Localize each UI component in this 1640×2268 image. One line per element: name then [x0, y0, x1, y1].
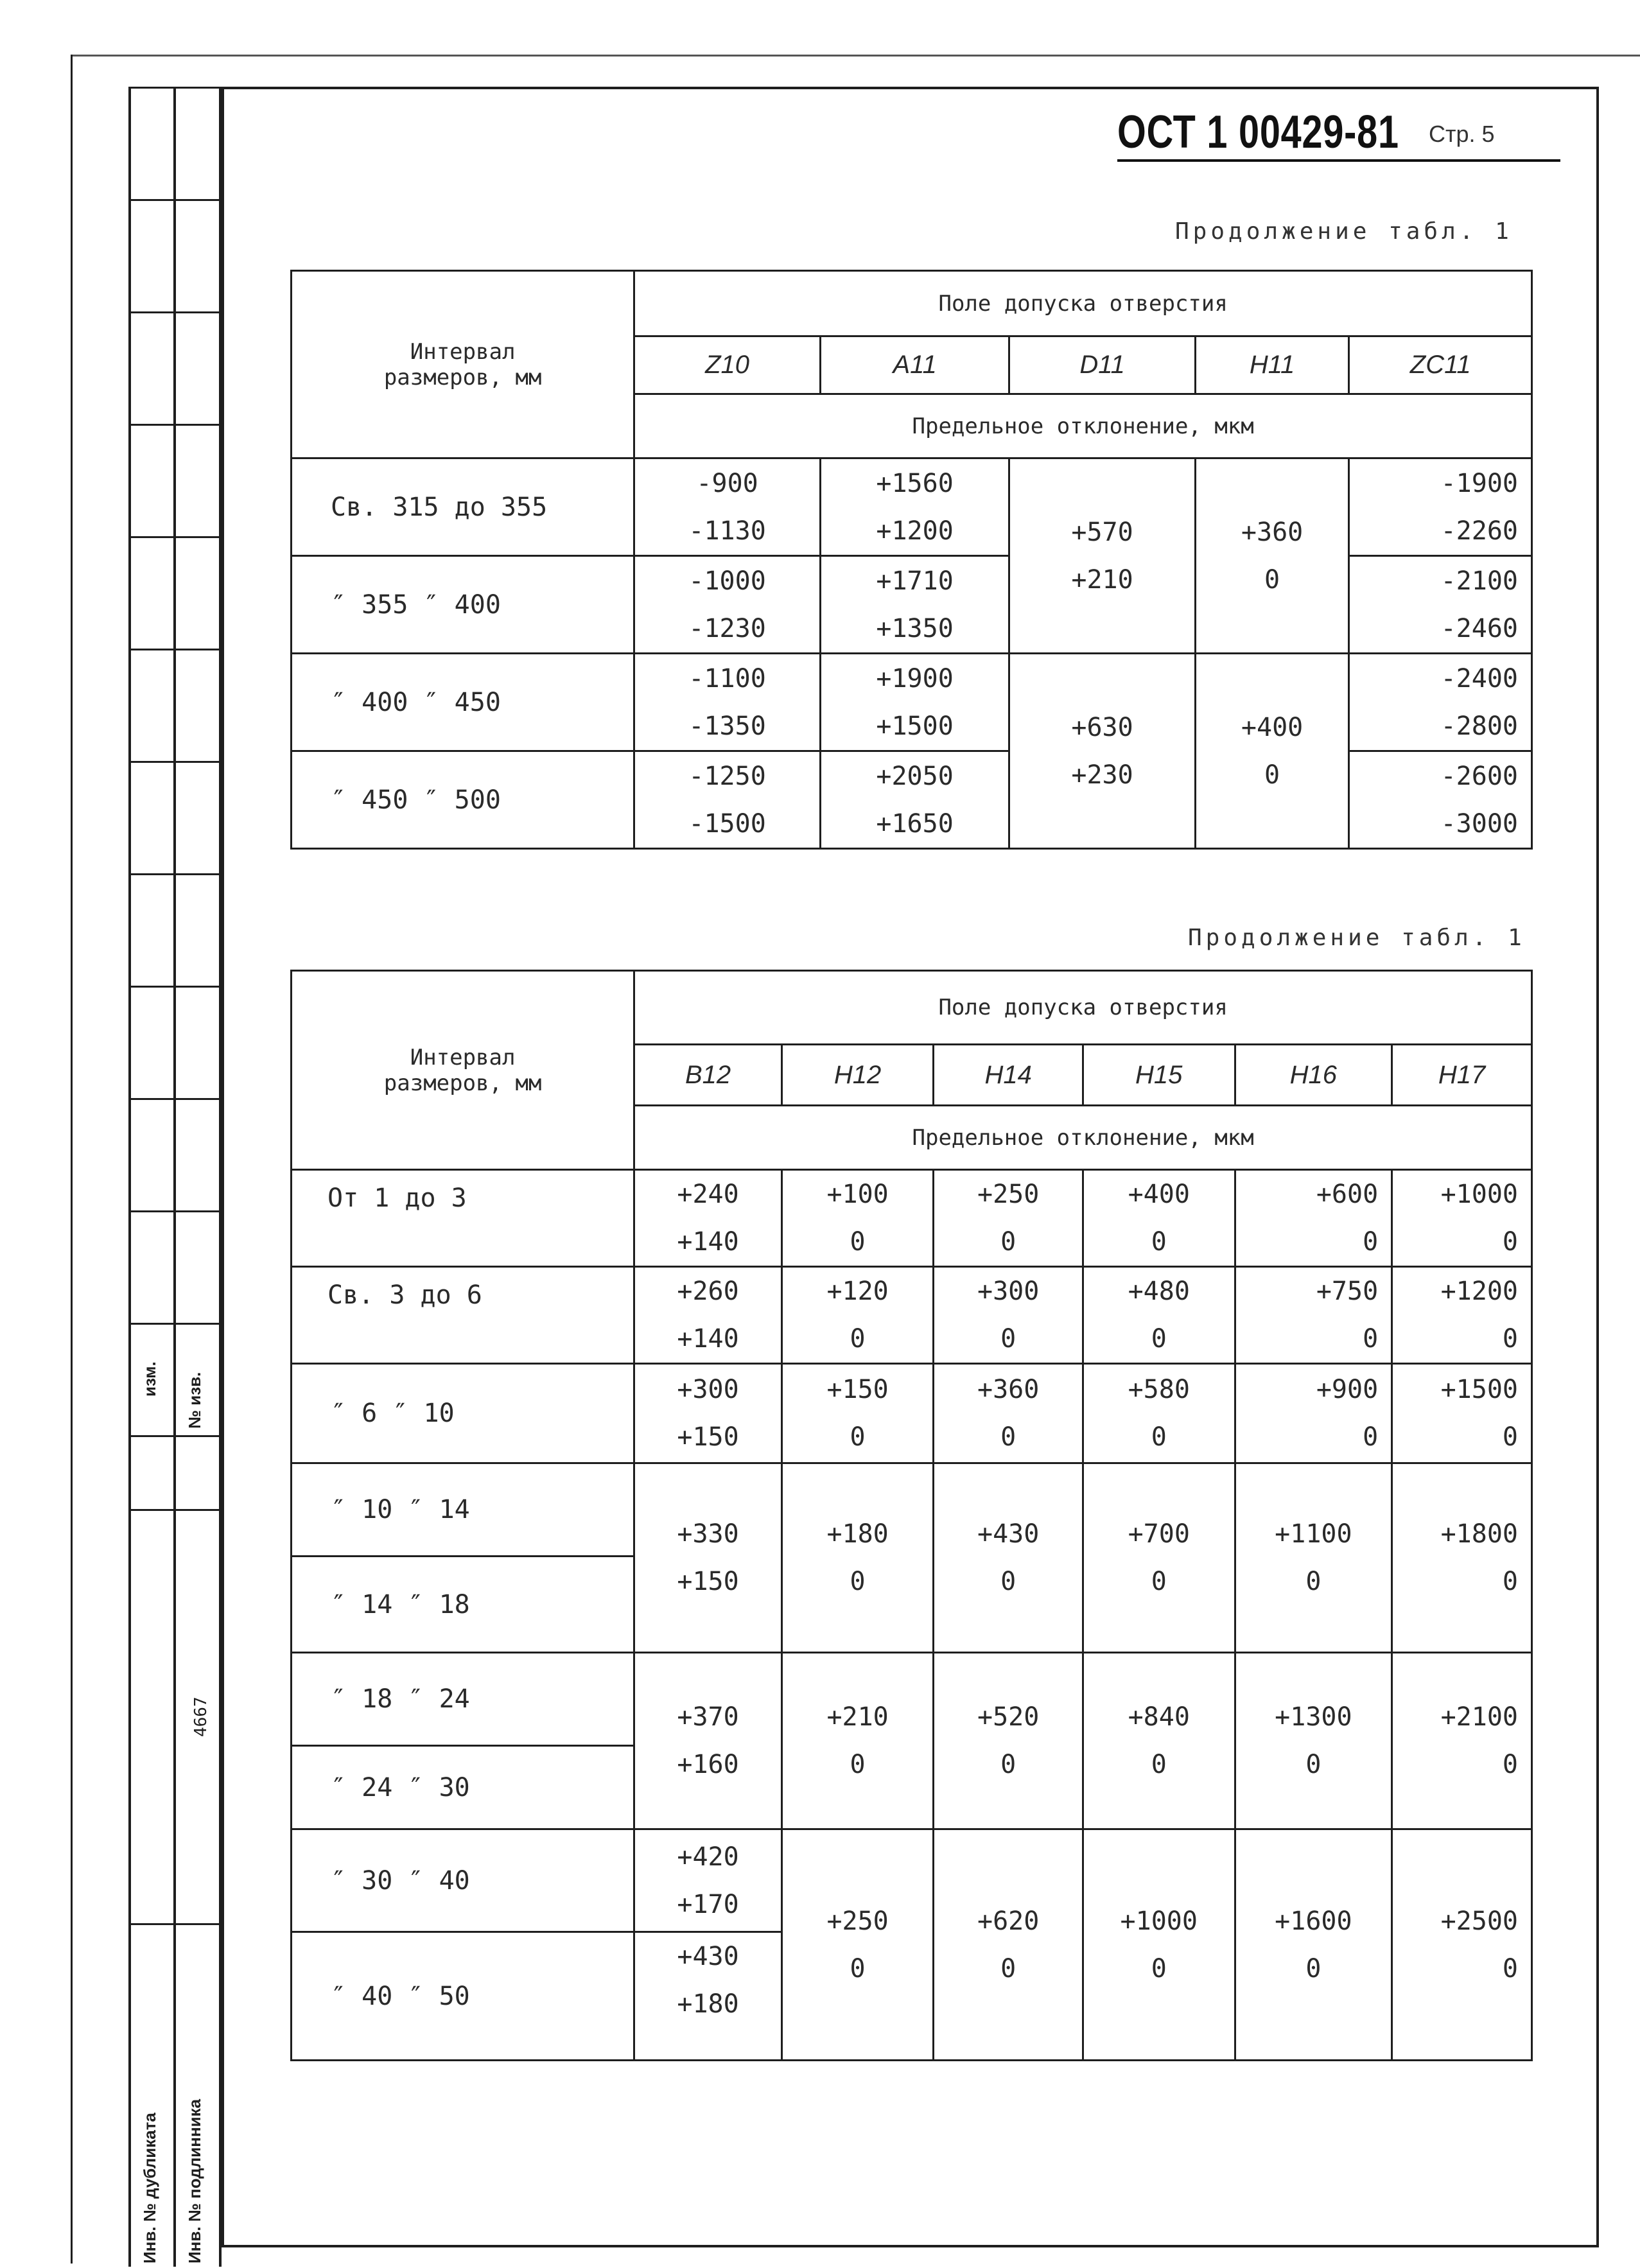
upper-value: +580 — [1128, 1375, 1190, 1404]
upper-value: +1710 — [876, 566, 954, 596]
stamp-row-line — [128, 1210, 222, 1212]
lower-value: 0 — [1363, 1324, 1379, 1354]
value-cell — [781, 1267, 934, 1364]
upper-value: +900 — [1316, 1375, 1379, 1404]
page-left-rule — [71, 55, 73, 2264]
merged-value-cell — [781, 1653, 934, 1829]
interval-cell: ″ 450 ″ 500 — [292, 751, 634, 849]
lower-value: -1350 — [688, 711, 766, 741]
lower-value: -2800 — [1440, 711, 1518, 741]
stamp-row-line — [128, 986, 222, 988]
table2-deviation-header: Предельное отклонение, мкм — [634, 1106, 1532, 1170]
lower-value: +140 — [677, 1227, 739, 1257]
stamp-col-line — [128, 87, 131, 2267]
stamp-row-line — [128, 873, 222, 875]
lower-value: 0 — [1151, 1750, 1167, 1779]
value-cell — [781, 1170, 934, 1267]
value-cell — [1349, 654, 1532, 751]
upper-value: +1300 — [1275, 1702, 1352, 1732]
lower-value: +160 — [677, 1750, 739, 1779]
upper-value: +250 — [826, 1906, 889, 1936]
lower-value: 0 — [1305, 1567, 1322, 1596]
merged-value-cell — [1392, 1829, 1532, 2061]
lower-value: 0 — [1305, 1750, 1322, 1779]
upper-value: +370 — [677, 1702, 739, 1732]
merged-value-cell — [1009, 458, 1195, 654]
table2-field-header: Поле допуска отверстия — [634, 971, 1532, 1045]
merged-value-cell — [1392, 1463, 1532, 1653]
interval-cell: Св. 315 до 355 — [292, 458, 634, 556]
merged-value-cell — [934, 1829, 1083, 2061]
lower-value: -2260 — [1440, 516, 1518, 546]
table-row — [292, 1463, 1532, 1557]
upper-value: +430 — [677, 1942, 739, 1971]
grade-h11: H11 — [1195, 336, 1349, 394]
table-row — [292, 1170, 1532, 1267]
value-cell — [634, 1267, 782, 1364]
table2-interval-header-text: Интервал размеров, мм — [383, 1044, 542, 1096]
upper-value: +400 — [1128, 1180, 1190, 1209]
value-cell — [634, 556, 821, 654]
value-cell — [1235, 1170, 1392, 1267]
table1-interval-header — [292, 271, 634, 458]
lower-value: 0 — [1363, 1422, 1379, 1452]
value-cell — [781, 1364, 934, 1463]
grade-b12: B12 — [634, 1045, 782, 1106]
upper-value: +330 — [677, 1519, 739, 1549]
upper-value: +480 — [1128, 1277, 1190, 1306]
lower-value: 0 — [850, 1750, 866, 1779]
value-cell — [634, 1932, 782, 2061]
interval-cell: ″ 6 ″ 10 — [292, 1364, 634, 1463]
interval-cell: ″ 24 ″ 30 — [292, 1746, 634, 1829]
lower-value: 0 — [1502, 1750, 1518, 1779]
upper-value: +2100 — [1440, 1702, 1518, 1732]
interval-cell: ″ 10 ″ 14 — [292, 1463, 634, 1557]
lower-value: +210 — [1071, 564, 1133, 595]
table1-interval-header-text: Интервал размеров, мм — [383, 338, 542, 390]
interval-cell: ″ 400 ″ 450 — [292, 654, 634, 751]
merged-value-cell — [934, 1463, 1083, 1653]
merged-value-cell — [781, 1829, 934, 2061]
lower-value: 0 — [850, 1567, 866, 1596]
merged-value-cell — [1009, 654, 1195, 849]
upper-value: +260 — [677, 1277, 739, 1306]
value-cell — [820, 654, 1009, 751]
grade-h15: H15 — [1083, 1045, 1235, 1106]
lower-value: 0 — [1000, 1227, 1016, 1257]
interval-cell: ″ 18 ″ 24 — [292, 1653, 634, 1746]
lower-value: 0 — [1305, 1953, 1322, 1984]
table-row — [292, 1364, 1532, 1463]
lower-value: 0 — [850, 1324, 866, 1354]
stamp-change-no-label: № изв. — [185, 1372, 204, 1429]
grade-h16: H16 — [1235, 1045, 1392, 1106]
upper-value: +2500 — [1440, 1906, 1518, 1936]
merged-value-cell — [934, 1653, 1083, 1829]
value-cell — [934, 1170, 1083, 1267]
value-cell — [1349, 751, 1532, 849]
upper-value: +1900 — [876, 663, 954, 693]
stamp-change-label: изм. — [140, 1361, 159, 1397]
lower-value: 0 — [1502, 1324, 1518, 1354]
stamp-row-line — [128, 199, 222, 201]
merged-value-cell — [634, 1653, 782, 1829]
upper-value: +520 — [977, 1702, 1040, 1732]
table-row — [292, 1653, 1532, 1746]
upper-value: +700 — [1128, 1519, 1190, 1549]
page-number: Стр. 5 — [1429, 121, 1495, 147]
table1-field-header: Поле допуска отверстия — [634, 271, 1532, 336]
value-cell — [634, 1364, 782, 1463]
interval-cell: ″ 355 ″ 400 — [292, 556, 634, 654]
merged-value-cell — [634, 1463, 782, 1653]
lower-value: 0 — [1000, 1953, 1016, 1984]
table1-continuation-label: Продолжение табл. 1 — [1175, 218, 1513, 245]
grade-zc11: ZC11 — [1349, 336, 1532, 394]
value-cell — [1235, 1267, 1392, 1364]
upper-value: +250 — [977, 1180, 1040, 1209]
lower-value: +150 — [677, 1567, 739, 1596]
table2-interval-header — [292, 971, 634, 1170]
upper-value: +360 — [1241, 517, 1304, 547]
interval-cell: От 1 до 3 — [292, 1170, 634, 1267]
value-cell — [820, 458, 1009, 556]
table-row — [292, 1829, 1532, 1932]
lower-value: -1500 — [688, 808, 766, 839]
merged-value-cell — [1195, 458, 1349, 654]
upper-value: +1000 — [1440, 1180, 1518, 1209]
interval-cell: ″ 30 ″ 40 — [292, 1829, 634, 1932]
stamp-row-line — [128, 536, 222, 538]
lower-value: +230 — [1071, 760, 1133, 790]
interval-cell: ″ 14 ″ 18 — [292, 1557, 634, 1653]
upper-value: +400 — [1241, 712, 1304, 742]
upper-value: -1100 — [688, 663, 766, 693]
merged-value-cell — [1083, 1829, 1235, 2061]
lower-value: 0 — [1502, 1227, 1518, 1257]
stamp-row-line — [128, 1923, 222, 1925]
value-cell — [634, 1829, 782, 1932]
table2 — [290, 970, 1533, 2061]
lower-value: -2460 — [1440, 613, 1518, 643]
grade-z10: Z10 — [634, 336, 821, 394]
value-cell — [1083, 1170, 1235, 1267]
value-cell — [634, 1170, 782, 1267]
upper-value: -1900 — [1440, 468, 1518, 498]
merged-value-cell — [1235, 1653, 1392, 1829]
upper-value: +1800 — [1440, 1519, 1518, 1549]
grade-d11: D11 — [1009, 336, 1195, 394]
lower-value: +1350 — [876, 613, 954, 643]
lower-value: 0 — [1502, 1953, 1518, 1984]
lower-value: +1650 — [876, 808, 954, 839]
grade-h14: H14 — [934, 1045, 1083, 1106]
table-row — [292, 458, 1532, 556]
upper-value: +430 — [977, 1519, 1040, 1549]
code-underline — [1117, 159, 1560, 162]
lower-value: 0 — [850, 1953, 866, 1984]
lower-value: 0 — [1264, 760, 1280, 790]
upper-value: +630 — [1071, 712, 1133, 742]
merged-value-cell — [1083, 1653, 1235, 1829]
stamp-row-line — [128, 311, 222, 313]
upper-value: +1560 — [876, 468, 954, 498]
upper-value: +600 — [1316, 1180, 1379, 1209]
upper-value: +840 — [1128, 1702, 1190, 1732]
value-cell — [1349, 556, 1532, 654]
upper-value: +300 — [977, 1277, 1040, 1306]
lower-value: 0 — [850, 1422, 866, 1452]
stamp-row-line — [128, 1098, 222, 1100]
upper-value: -1000 — [688, 566, 766, 596]
lower-value: 0 — [1000, 1324, 1016, 1354]
stamp-row-line — [128, 87, 222, 89]
upper-value: +1000 — [1120, 1906, 1198, 1936]
grade-a11: A11 — [820, 336, 1009, 394]
upper-value: +1600 — [1275, 1906, 1352, 1936]
lower-value: 0 — [1000, 1750, 1016, 1779]
value-cell — [634, 751, 821, 849]
lower-value: 0 — [1151, 1953, 1167, 1984]
stamp-row-line — [128, 1509, 222, 1511]
upper-value: +620 — [977, 1906, 1040, 1936]
upper-value: +1500 — [1440, 1375, 1518, 1404]
lower-value: +1200 — [876, 516, 954, 546]
lower-value: 0 — [1502, 1422, 1518, 1452]
lower-value: 0 — [1000, 1422, 1016, 1452]
page-top-rule — [71, 55, 1640, 57]
stamp-row-line — [128, 424, 222, 426]
value-cell — [820, 751, 1009, 849]
stamp-number: 4667 — [191, 1697, 211, 1737]
upper-value: +1200 — [1440, 1277, 1518, 1306]
stamp-row-line — [128, 761, 222, 763]
upper-value: -900 — [696, 468, 758, 498]
upper-value: +240 — [677, 1180, 739, 1209]
merged-value-cell — [781, 1463, 934, 1653]
upper-value: +180 — [826, 1519, 889, 1549]
stamp-row-line — [128, 649, 222, 650]
upper-value: +360 — [977, 1375, 1040, 1404]
interval-cell: Св. 3 до 6 — [292, 1267, 634, 1364]
upper-value: +570 — [1071, 517, 1133, 547]
table1-deviation-header: Предельное отклонение, мкм — [634, 394, 1532, 458]
value-cell — [1235, 1364, 1392, 1463]
lower-value: 0 — [1151, 1567, 1167, 1596]
lower-value: 0 — [1363, 1227, 1379, 1257]
value-cell — [820, 556, 1009, 654]
stamp-orig-label: Инв. № подлинника — [185, 2098, 204, 2264]
lower-value: 0 — [1151, 1227, 1167, 1257]
grade-h12: H12 — [781, 1045, 934, 1106]
upper-value: +420 — [677, 1842, 739, 1872]
upper-value: +750 — [1316, 1277, 1379, 1306]
upper-value: -2400 — [1440, 663, 1518, 693]
document-code: ОСТ 1 00429-81 — [1117, 107, 1399, 158]
table-row — [292, 654, 1532, 751]
value-cell — [1083, 1267, 1235, 1364]
upper-value: +2050 — [876, 761, 954, 791]
value-cell — [1392, 1364, 1532, 1463]
merged-value-cell — [1235, 1463, 1392, 1653]
lower-value: +1500 — [876, 711, 954, 741]
table1 — [290, 270, 1533, 850]
table2-continuation-label: Продолжение табл. 1 — [1188, 925, 1526, 951]
value-cell — [634, 458, 821, 556]
value-cell — [934, 1267, 1083, 1364]
upper-value: +120 — [826, 1277, 889, 1306]
merged-value-cell — [1235, 1829, 1392, 2061]
stamp-col-line — [173, 87, 176, 2267]
lower-value: +170 — [677, 1889, 739, 1919]
table-row — [292, 1267, 1532, 1364]
lower-value: 0 — [1000, 1567, 1016, 1596]
upper-value: -1250 — [688, 761, 766, 791]
lower-value: -1130 — [688, 516, 766, 546]
upper-value: -2100 — [1440, 566, 1518, 596]
value-cell — [1392, 1267, 1532, 1364]
value-cell — [1392, 1170, 1532, 1267]
lower-value: 0 — [850, 1227, 866, 1257]
value-cell — [934, 1364, 1083, 1463]
interval-cell: ″ 40 ″ 50 — [292, 1932, 634, 2061]
lower-value: -1230 — [688, 613, 766, 643]
stamp-dup-label: Инв. № дубликата — [140, 2113, 159, 2264]
stamp-row-line — [128, 1435, 222, 1437]
stamp-strip — [128, 87, 222, 2267]
upper-value: +100 — [826, 1180, 889, 1209]
lower-value: +140 — [677, 1324, 739, 1354]
stamp-row-line — [128, 1323, 222, 1325]
lower-value: -3000 — [1440, 808, 1518, 839]
value-cell — [1349, 458, 1532, 556]
value-cell — [634, 654, 821, 751]
lower-value: +180 — [677, 1989, 739, 2019]
merged-value-cell — [1392, 1653, 1532, 1829]
lower-value: +150 — [677, 1422, 739, 1452]
upper-value: +150 — [826, 1375, 889, 1404]
lower-value: 0 — [1151, 1422, 1167, 1452]
upper-value: +210 — [826, 1702, 889, 1732]
merged-value-cell — [1195, 654, 1349, 849]
lower-value: 0 — [1264, 564, 1280, 595]
value-cell — [1083, 1364, 1235, 1463]
grade-h17: H17 — [1392, 1045, 1532, 1106]
lower-value: 0 — [1502, 1567, 1518, 1596]
upper-value: +300 — [677, 1375, 739, 1404]
lower-value: 0 — [1151, 1324, 1167, 1354]
merged-value-cell — [1083, 1463, 1235, 1653]
upper-value: +1100 — [1275, 1519, 1352, 1549]
upper-value: -2600 — [1440, 761, 1518, 791]
